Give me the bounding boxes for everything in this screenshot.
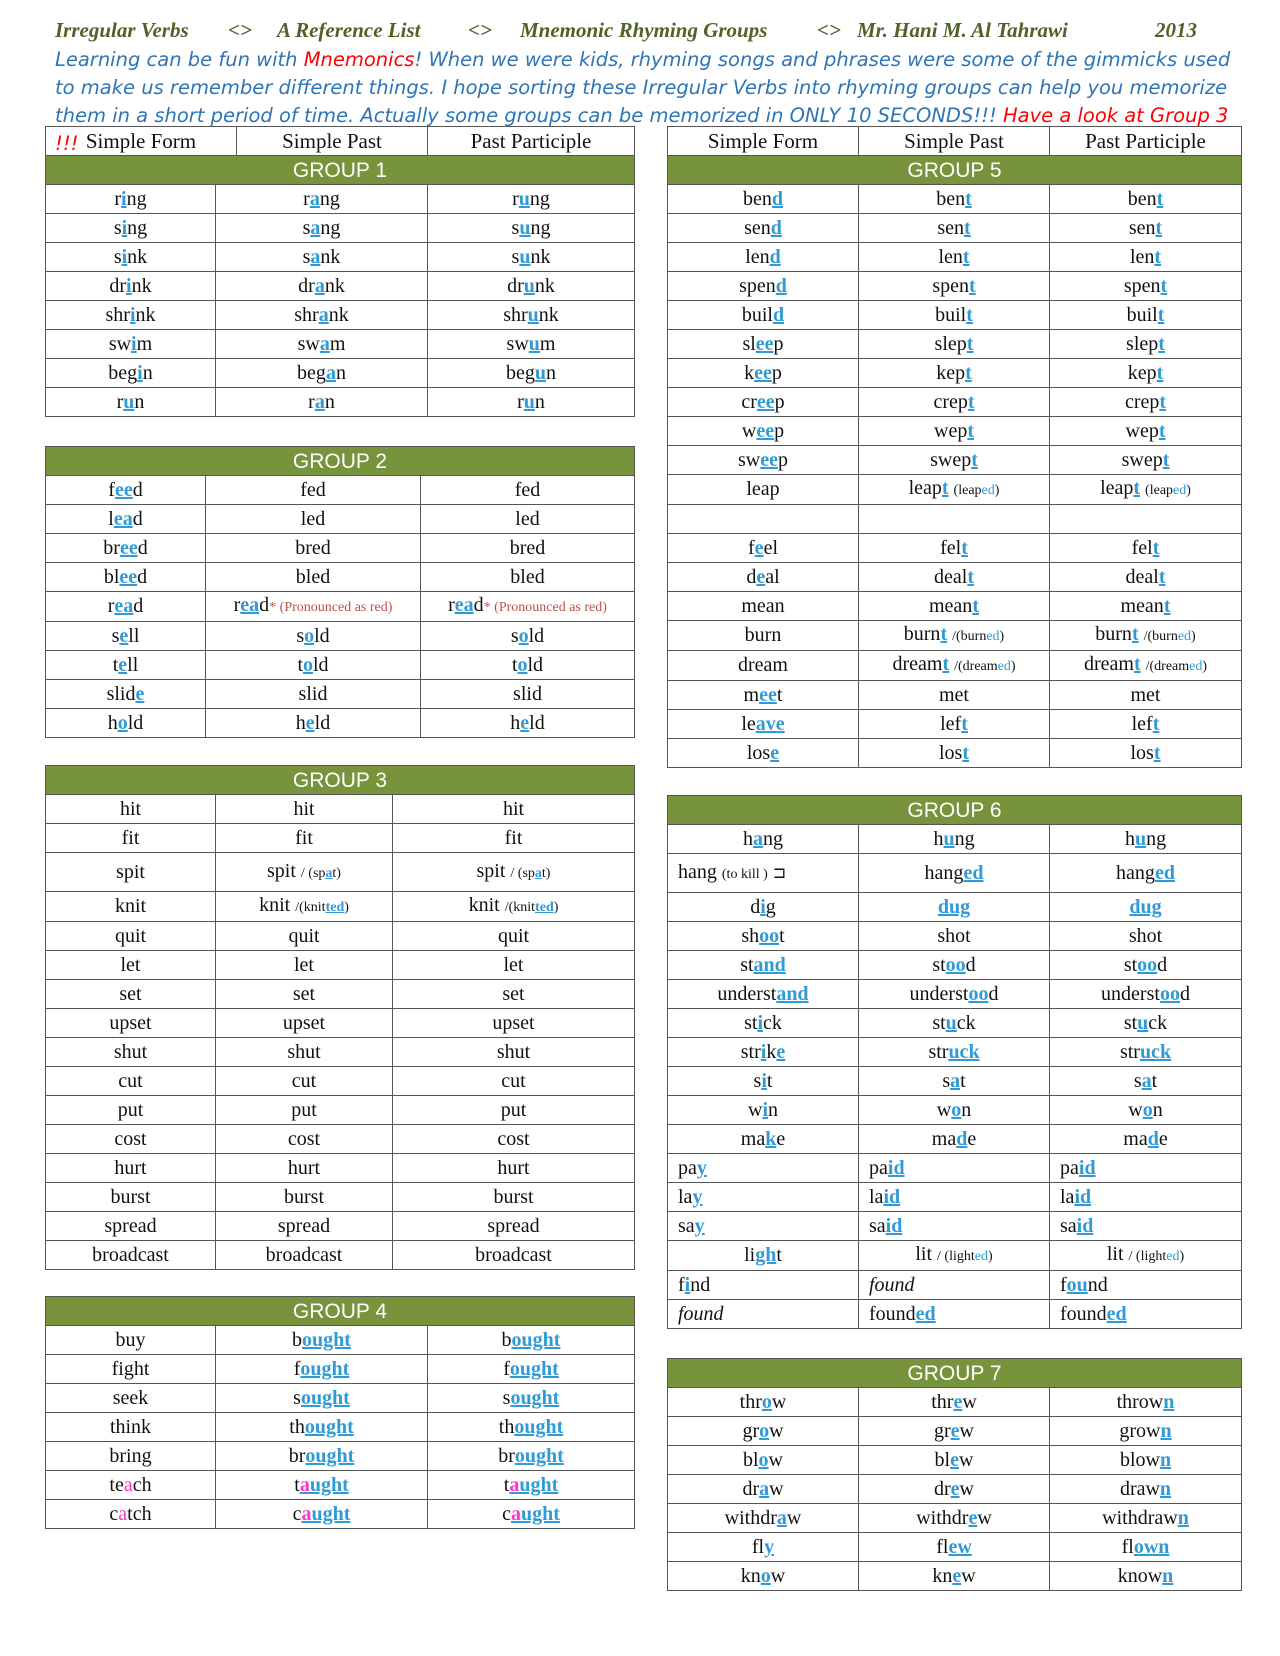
- verb-cell: put: [46, 1096, 216, 1125]
- verb-cell: tell: [46, 651, 206, 680]
- verb-cell: fit: [46, 824, 216, 853]
- group4-table: [45, 1296, 635, 1529]
- verb-cell: set: [216, 980, 393, 1009]
- verb-cell: buy: [46, 1326, 216, 1355]
- verb-cell: felt: [1050, 534, 1242, 563]
- verb-cell: run: [428, 388, 635, 417]
- verb-cell: sent: [1050, 214, 1242, 243]
- verb-cell: cost: [216, 1125, 393, 1154]
- group1-rows: [45, 184, 635, 417]
- verb-cell: paid: [859, 1154, 1050, 1183]
- col-header-simple-form: Simple Form: [46, 127, 237, 156]
- verb-cell: keep: [668, 359, 859, 388]
- verb-cell: think: [46, 1413, 216, 1442]
- verb-cell: withdrawn: [1050, 1504, 1242, 1533]
- group2-title: GROUP 2: [46, 447, 635, 476]
- verb-cell: spit / (spat): [216, 853, 393, 892]
- verb-cell: [1050, 505, 1242, 534]
- group7-title: GROUP 7: [668, 1359, 1242, 1388]
- verb-cell: bring: [46, 1442, 216, 1471]
- verb-cell: slept: [859, 330, 1050, 359]
- verb-cell: broadcast: [46, 1241, 216, 1270]
- verb-cell: sell: [46, 622, 206, 651]
- verb-cell: shut: [46, 1038, 216, 1067]
- verb-cell: sweep: [668, 446, 859, 475]
- verb-cell: meet: [668, 681, 859, 710]
- verb-cell: dreamt /(dreamed): [1050, 651, 1242, 681]
- verb-cell: fed: [421, 476, 635, 505]
- verb-cell: quit: [46, 922, 216, 951]
- verb-cell: drank: [216, 272, 428, 301]
- verb-cell: deal: [668, 563, 859, 592]
- group2-table: [45, 446, 635, 738]
- verb-cell: flown: [1050, 1533, 1242, 1562]
- verb-cell: sing: [46, 214, 216, 243]
- verb-cell: lit / (lighted): [1050, 1241, 1242, 1271]
- verb-cell: laid: [859, 1183, 1050, 1212]
- verb-cell: won: [1050, 1096, 1242, 1125]
- verb-cell: stand: [668, 951, 859, 980]
- verb-cell: held: [421, 709, 635, 738]
- verb-cell: sold: [206, 622, 421, 651]
- verb-cell: hurt: [46, 1154, 216, 1183]
- verb-cell: shrunk: [428, 301, 635, 330]
- verb-cell: founded: [1050, 1300, 1242, 1329]
- verb-cell: cut: [46, 1067, 216, 1096]
- intro-paragraph: Learning can be fun with Mnemonics! When we were kids, rhyming songs and phrases were some of the gimmicks used to make us remember different things. I hope sorting these Irregular Verbs into rhyming groups can help you memorize them in a short period of time. Actually some groups can be memorized in ONLY 10 SECONDS!!! Have a look at Group 3 !!!: [55, 48, 1231, 155]
- group6-table: [667, 795, 1242, 1329]
- verb-cell: run: [46, 388, 216, 417]
- verb-cell: rung: [428, 185, 635, 214]
- verb-cell: wept: [859, 417, 1050, 446]
- verb-cell: pay: [668, 1154, 859, 1183]
- header-reference: A Reference List: [277, 18, 421, 42]
- verb-cell: understood: [1050, 980, 1242, 1009]
- verb-cell: creep: [668, 388, 859, 417]
- verb-cell: cost: [46, 1125, 216, 1154]
- verb-cell: knit /(knitted): [393, 892, 635, 922]
- verb-cell: burn: [668, 621, 859, 651]
- group6-title: GROUP 6: [668, 796, 1242, 825]
- verb-cell: lost: [1050, 739, 1242, 768]
- group3-table: [45, 765, 635, 1270]
- verb-cell: sunk: [428, 243, 635, 272]
- verb-cell: caught: [428, 1500, 635, 1529]
- verb-cell: read* (Pronounced as red): [421, 592, 635, 622]
- verb-cell: strike: [668, 1038, 859, 1067]
- verb-cell: paid: [1050, 1154, 1242, 1183]
- verb-cell: dug: [1050, 893, 1242, 922]
- verb-cell: found: [859, 1271, 1050, 1300]
- verb-cell: lead: [46, 505, 206, 534]
- verb-cell: set: [46, 980, 216, 1009]
- verb-cell: kept: [859, 359, 1050, 388]
- verb-cell: hang: [668, 825, 859, 854]
- verb-cell: dealt: [1050, 563, 1242, 592]
- verb-cell: bought: [216, 1326, 428, 1355]
- mnemonics-word: Mnemonics: [303, 48, 415, 71]
- verb-cell: told: [206, 651, 421, 680]
- verb-cell: met: [859, 681, 1050, 710]
- verb-cell: made: [1050, 1125, 1242, 1154]
- verb-cell: spit: [46, 853, 216, 892]
- verb-cell: Simple Past: [859, 127, 1050, 156]
- verb-cell: [668, 505, 859, 534]
- verb-cell: understand: [668, 980, 859, 1009]
- verb-cell: sang: [216, 214, 428, 243]
- verb-cell: upset: [46, 1009, 216, 1038]
- verb-cell: dug: [859, 893, 1050, 922]
- verb-cell: ran: [216, 388, 428, 417]
- verb-cell: bought: [428, 1326, 635, 1355]
- verb-cell: thrown: [1050, 1388, 1242, 1417]
- verb-cell: flew: [859, 1533, 1050, 1562]
- verb-cell: lent: [859, 243, 1050, 272]
- verb-cell: meant: [1050, 592, 1242, 621]
- header-mnemonic: Mnemonic Rhyming Groups: [520, 18, 768, 42]
- group1-title: GROUP 1: [46, 156, 635, 185]
- verb-cell: cost: [393, 1125, 635, 1154]
- verb-cell: spent: [859, 272, 1050, 301]
- verb-cell: burst: [46, 1183, 216, 1212]
- verb-cell: withdrew: [859, 1504, 1050, 1533]
- verb-cell: drink: [46, 272, 216, 301]
- verb-cell: caught: [216, 1500, 428, 1529]
- verb-cell: leap: [668, 475, 859, 505]
- verb-cell: grew: [859, 1417, 1050, 1446]
- verb-cell: founded: [859, 1300, 1050, 1329]
- verb-cell: send: [668, 214, 859, 243]
- verb-cell: hurt: [216, 1154, 393, 1183]
- verb-cell: spread: [216, 1212, 393, 1241]
- verb-cell: fight: [46, 1355, 216, 1384]
- verb-cell: lay: [668, 1183, 859, 1212]
- verb-cell: meant: [859, 592, 1050, 621]
- verb-cell: hang (to kill ) ⊐: [668, 854, 859, 893]
- verb-cell: led: [421, 505, 635, 534]
- verb-cell: stick: [668, 1009, 859, 1038]
- verb-cell: win: [668, 1096, 859, 1125]
- group5-table: [667, 126, 1242, 768]
- verb-cell: put: [393, 1096, 635, 1125]
- group7-table: [667, 1358, 1242, 1591]
- verb-cell: dream: [668, 651, 859, 681]
- verb-cell: Simple Form: [668, 127, 859, 156]
- verb-cell: brought: [428, 1442, 635, 1471]
- verb-cell: lent: [1050, 243, 1242, 272]
- verb-cell: feed: [46, 476, 206, 505]
- verb-cell: spend: [668, 272, 859, 301]
- verb-cell: blown: [1050, 1446, 1242, 1475]
- verb-cell: said: [859, 1212, 1050, 1241]
- verb-cell: bled: [206, 563, 421, 592]
- verb-cell: say: [668, 1212, 859, 1241]
- verb-cell: bred: [206, 534, 421, 563]
- verb-cell: swim: [46, 330, 216, 359]
- verb-cell: dealt: [859, 563, 1050, 592]
- verb-cell: threw: [859, 1388, 1050, 1417]
- verb-cell: bleed: [46, 563, 206, 592]
- verb-cell: taught: [428, 1471, 635, 1500]
- verb-cell: lend: [668, 243, 859, 272]
- verb-cell: grow: [668, 1417, 859, 1446]
- verb-cell: swept: [859, 446, 1050, 475]
- verb-cell: hit: [46, 795, 216, 824]
- verb-cell: stuck: [859, 1009, 1050, 1038]
- verb-cell: let: [393, 951, 635, 980]
- verb-cell: brought: [216, 1442, 428, 1471]
- verb-cell: hold: [46, 709, 206, 738]
- verb-cell: hung: [859, 825, 1050, 854]
- verb-cell: put: [216, 1096, 393, 1125]
- verb-cell: spread: [46, 1212, 216, 1241]
- verb-cell: left: [1050, 710, 1242, 739]
- verb-cell: fly: [668, 1533, 859, 1562]
- verb-cell: teach: [46, 1471, 216, 1500]
- verb-cell: sought: [216, 1384, 428, 1413]
- verb-cell: blow: [668, 1446, 859, 1475]
- verb-cell: shoot: [668, 922, 859, 951]
- verb-cell: struck: [1050, 1038, 1242, 1067]
- verb-cell: make: [668, 1125, 859, 1154]
- verb-cell: quit: [393, 922, 635, 951]
- verb-cell: broadcast: [393, 1241, 635, 1270]
- verb-cell: met: [1050, 681, 1242, 710]
- verb-cell: drunk: [428, 272, 635, 301]
- verb-cell: slid: [206, 680, 421, 709]
- verb-cell: taught: [216, 1471, 428, 1500]
- verb-cell: found: [1050, 1271, 1242, 1300]
- verb-cell: leapt (leaped): [1050, 475, 1242, 505]
- verb-cell: build: [668, 301, 859, 330]
- verb-cell: know: [668, 1562, 859, 1591]
- verb-cell: sent: [859, 214, 1050, 243]
- verb-cell: mean: [668, 592, 859, 621]
- group3-callout: Have a look at Group 3 !!!: [55, 104, 1229, 155]
- group1-table: [45, 126, 635, 185]
- verb-cell: bled: [421, 563, 635, 592]
- verb-cell: shut: [216, 1038, 393, 1067]
- verb-cell: hurt: [393, 1154, 635, 1183]
- col-header-simple-past: Simple Past: [237, 127, 428, 156]
- verb-cell: lost: [859, 739, 1050, 768]
- verb-cell: shrink: [46, 301, 216, 330]
- verb-cell: weep: [668, 417, 859, 446]
- verb-cell: Past Participle: [1050, 127, 1242, 156]
- verb-cell: hanged: [1050, 854, 1242, 893]
- verb-cell: slid: [421, 680, 635, 709]
- verb-cell: slept: [1050, 330, 1242, 359]
- verb-cell: struck: [859, 1038, 1050, 1067]
- verb-cell: leapt (leaped): [859, 475, 1050, 505]
- verb-cell: led: [206, 505, 421, 534]
- verb-cell: cut: [216, 1067, 393, 1096]
- verb-cell: let: [46, 951, 216, 980]
- verb-cell: leave: [668, 710, 859, 739]
- group5-title: GROUP 5: [668, 156, 1242, 185]
- verb-cell: ring: [46, 185, 216, 214]
- verb-cell: made: [859, 1125, 1050, 1154]
- verb-cell: felt: [859, 534, 1050, 563]
- header-year: 2013: [1155, 18, 1197, 42]
- verb-cell: spent: [1050, 272, 1242, 301]
- verb-cell: sold: [421, 622, 635, 651]
- verb-cell: stuck: [1050, 1009, 1242, 1038]
- verb-cell: sat: [1050, 1067, 1242, 1096]
- verb-cell: sleep: [668, 330, 859, 359]
- verb-cell: find: [668, 1271, 859, 1300]
- verb-cell: quit: [216, 922, 393, 951]
- verb-cell: built: [859, 301, 1050, 330]
- verb-cell: read: [46, 592, 206, 622]
- verb-cell: known: [1050, 1562, 1242, 1591]
- verb-cell: fed: [206, 476, 421, 505]
- verb-cell: said: [1050, 1212, 1242, 1241]
- verb-cell: rang: [216, 185, 428, 214]
- verb-cell: shot: [1050, 922, 1242, 951]
- verb-cell: bred: [421, 534, 635, 563]
- verb-cell: burnt /(burned): [859, 621, 1050, 651]
- verb-cell: bent: [859, 185, 1050, 214]
- verb-cell: stood: [1050, 951, 1242, 980]
- verb-cell: understood: [859, 980, 1050, 1009]
- verb-cell: grown: [1050, 1417, 1242, 1446]
- hanging-icon: ⊐: [772, 864, 787, 882]
- verb-cell: begin: [46, 359, 216, 388]
- verb-cell: knew: [859, 1562, 1050, 1591]
- verb-cell: burst: [216, 1183, 393, 1212]
- group4-title: GROUP 4: [46, 1297, 635, 1326]
- verb-cell: knit: [46, 892, 216, 922]
- verb-cell: hit: [393, 795, 635, 824]
- verb-cell: draw: [668, 1475, 859, 1504]
- verb-cell: fought: [216, 1355, 428, 1384]
- verb-cell: sink: [46, 243, 216, 272]
- verb-cell: feel: [668, 534, 859, 563]
- verb-cell: cut: [393, 1067, 635, 1096]
- verb-cell: fit: [216, 824, 393, 853]
- verb-cell: drew: [859, 1475, 1050, 1504]
- verb-cell: burst: [393, 1183, 635, 1212]
- verb-cell: knit /(knitted): [216, 892, 393, 922]
- verb-cell: bend: [668, 185, 859, 214]
- verb-cell: throw: [668, 1388, 859, 1417]
- header-author: Mr. Hani M. Al Tahrawi: [857, 18, 1068, 42]
- verb-cell: fought: [428, 1355, 635, 1384]
- verb-cell: began: [216, 359, 428, 388]
- verb-cell: read* (Pronounced as red): [206, 592, 421, 622]
- verb-cell: withdraw: [668, 1504, 859, 1533]
- verb-cell: kept: [1050, 359, 1242, 388]
- verb-cell: upset: [216, 1009, 393, 1038]
- verb-cell: catch: [46, 1500, 216, 1529]
- verb-cell: spit / (spat): [393, 853, 635, 892]
- verb-cell: shot: [859, 922, 1050, 951]
- verb-cell: told: [421, 651, 635, 680]
- verb-cell: light: [668, 1241, 859, 1271]
- verb-cell: broadcast: [216, 1241, 393, 1270]
- verb-cell: built: [1050, 301, 1242, 330]
- verb-cell: sank: [216, 243, 428, 272]
- verb-cell: swam: [216, 330, 428, 359]
- verb-cell: breed: [46, 534, 206, 563]
- verb-cell: [859, 505, 1050, 534]
- verb-cell: slide: [46, 680, 206, 709]
- header-title: Irregular Verbs: [55, 18, 189, 42]
- verb-cell: lit / (lighted): [859, 1241, 1050, 1271]
- verb-cell: shrank: [216, 301, 428, 330]
- verb-cell: bent: [1050, 185, 1242, 214]
- verb-cell: blew: [859, 1446, 1050, 1475]
- verb-cell: crept: [1050, 388, 1242, 417]
- verb-cell: thought: [216, 1413, 428, 1442]
- verb-cell: sat: [859, 1067, 1050, 1096]
- verb-cell: drawn: [1050, 1475, 1242, 1504]
- verb-cell: swum: [428, 330, 635, 359]
- verb-cell: spread: [393, 1212, 635, 1241]
- verb-cell: lose: [668, 739, 859, 768]
- verb-cell: set: [393, 980, 635, 1009]
- verb-cell: laid: [1050, 1183, 1242, 1212]
- verb-cell: held: [206, 709, 421, 738]
- verb-cell: dig: [668, 893, 859, 922]
- group3-title: GROUP 3: [46, 766, 635, 795]
- verb-cell: won: [859, 1096, 1050, 1125]
- verb-cell: swept: [1050, 446, 1242, 475]
- verb-cell: sit: [668, 1067, 859, 1096]
- verb-cell: shut: [393, 1038, 635, 1067]
- verb-cell: crept: [859, 388, 1050, 417]
- verb-cell: hung: [1050, 825, 1242, 854]
- verb-cell: burnt /(burned): [1050, 621, 1242, 651]
- verb-cell: let: [216, 951, 393, 980]
- verb-cell: wept: [1050, 417, 1242, 446]
- verb-cell: dreamt /(dreamed): [859, 651, 1050, 681]
- verb-cell: left: [859, 710, 1050, 739]
- verb-cell: fit: [393, 824, 635, 853]
- verb-cell: sought: [428, 1384, 635, 1413]
- verb-cell: hit: [216, 795, 393, 824]
- verb-cell: thought: [428, 1413, 635, 1442]
- verb-cell: upset: [393, 1009, 635, 1038]
- verb-cell: stood: [859, 951, 1050, 980]
- verb-cell: found: [668, 1300, 859, 1329]
- col-header-past-participle: Past Participle: [428, 127, 635, 156]
- verb-cell: sung: [428, 214, 635, 243]
- verb-cell: hanged: [859, 854, 1050, 893]
- verb-cell: begun: [428, 359, 635, 388]
- verb-cell: seek: [46, 1384, 216, 1413]
